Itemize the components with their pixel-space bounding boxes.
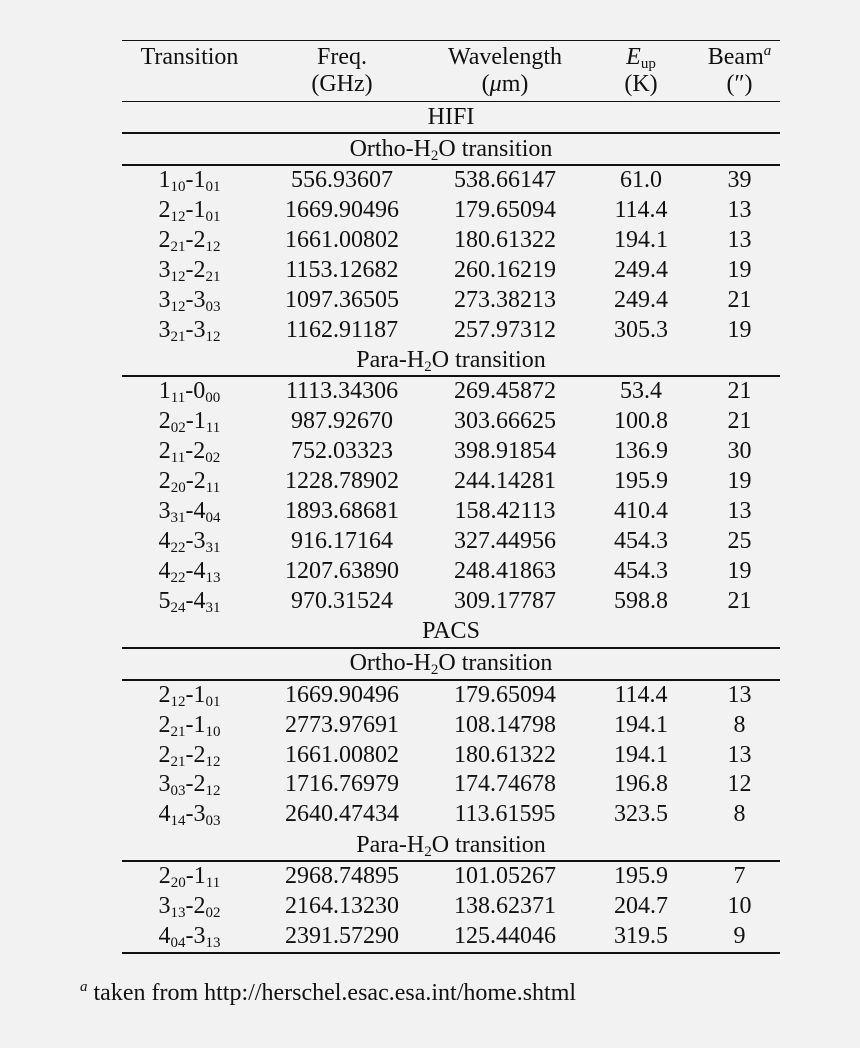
table-row xyxy=(122,527,780,557)
cell-wavelength: 180.61322 xyxy=(454,226,556,253)
cell-eup: 114.4 xyxy=(614,681,668,708)
table-row xyxy=(122,770,780,800)
cell-eup: 194.1 xyxy=(614,741,668,768)
cell-eup: 136.9 xyxy=(614,438,668,465)
cell-frequency: 1661.00802 xyxy=(285,226,399,253)
instrument-section-row xyxy=(122,617,780,648)
cell-frequency: 1113.34306 xyxy=(285,378,399,405)
cell-transition: $4_{22}-3_{31}$ xyxy=(158,527,221,556)
cell-frequency: 2968.74895 xyxy=(285,863,399,890)
cell-eup: 61.0 xyxy=(620,167,662,193)
cell-beam: 13 xyxy=(727,498,752,525)
transition-group-title: Para-$H_2O$ transition xyxy=(122,830,780,861)
table-row xyxy=(122,680,780,711)
cell-wavelength: 257.97312 xyxy=(454,316,556,343)
transition-group-row xyxy=(122,345,780,376)
cell-beam: 19 xyxy=(727,316,752,343)
cell-wavelength: 309.17787 xyxy=(454,587,556,614)
table-row xyxy=(122,800,780,830)
cell-frequency: 970.31524 xyxy=(291,587,393,614)
cell-frequency: 752.03323 xyxy=(291,438,393,465)
cell-transition: $3_{31}-4_{04}$ xyxy=(158,498,221,527)
cell-wavelength: 108.14798 xyxy=(454,711,556,738)
table-row xyxy=(122,467,780,497)
cell-eup: 195.9 xyxy=(614,468,668,495)
header-beam-unit: (″) xyxy=(699,71,780,102)
cell-frequency: 2391.57290 xyxy=(257,922,427,953)
cell-wavelength: 269.45872 xyxy=(454,378,556,405)
header-wavelength: Wavelength xyxy=(427,41,583,72)
cell-frequency: 916.17164 xyxy=(291,527,393,554)
header-eup-symbol: E xyxy=(626,44,641,70)
table-row xyxy=(122,711,780,741)
cell-frequency: 2640.47434 xyxy=(285,801,399,828)
cell-beam: 21 xyxy=(727,378,752,405)
cell-beam: 19 xyxy=(727,468,752,495)
header-transition-unit xyxy=(122,71,257,102)
header-eup xyxy=(583,41,699,72)
water-transitions-table xyxy=(122,40,780,954)
cell-beam: 21 xyxy=(727,286,752,313)
cell-wavelength: 125.44046 xyxy=(427,922,583,953)
header-beam-footnote-marker: a xyxy=(763,43,772,59)
table-row xyxy=(122,497,780,527)
cell-beam: 12 xyxy=(727,771,752,798)
cell-frequency: 1716.76979 xyxy=(285,771,399,798)
cell-beam: 19 xyxy=(727,557,752,584)
cell-transition: $2_{11}-2_{02}$ xyxy=(158,438,221,467)
cell-transition: $5_{24}-4_{31}$ xyxy=(158,587,221,616)
transition-group-row xyxy=(122,830,780,861)
cell-frequency: 2773.97691 xyxy=(285,711,399,738)
cell-eup: 100.8 xyxy=(614,408,668,435)
cell-transition: $1_{11}-0_{00}$ xyxy=(158,378,221,407)
cell-wavelength: 174.74678 xyxy=(454,771,556,798)
cell-wavelength: 158.42113 xyxy=(454,498,556,525)
cell-beam: 25 xyxy=(727,527,752,554)
cell-frequency: 556.93607 xyxy=(291,167,393,193)
cell-wavelength: 179.65094 xyxy=(454,196,556,223)
cell-transition: $1_{10}-1_{01}$ xyxy=(158,167,221,195)
instrument-section-row xyxy=(122,102,780,134)
table-row xyxy=(122,165,780,196)
transition-group-title: Para-$H_2O$ transition xyxy=(122,345,780,376)
table-row xyxy=(122,861,780,892)
water-transitions-table-container xyxy=(122,40,780,954)
cell-eup: 53.4 xyxy=(620,378,662,405)
cell-transition: $3_{12}-2_{21}$ xyxy=(158,256,221,285)
cell-eup: 194.1 xyxy=(614,711,668,738)
cell-frequency: 1669.90496 xyxy=(285,196,399,223)
cell-eup: 305.3 xyxy=(614,316,668,343)
cell-frequency: 987.92670 xyxy=(291,408,393,435)
cell-transition: $2_{12}-1_{01}$ xyxy=(158,681,221,710)
cell-wavelength: 303.66625 xyxy=(454,408,556,435)
header-wavelength-unit: (μm) xyxy=(427,71,583,102)
cell-frequency: 1153.12682 xyxy=(285,256,399,283)
table-body xyxy=(122,102,780,953)
cell-wavelength: 244.14281 xyxy=(454,468,556,495)
cell-beam: 13 xyxy=(727,681,752,708)
cell-beam: 13 xyxy=(727,741,752,768)
cell-transition: $2_{21}-1_{10}$ xyxy=(158,711,221,740)
cell-transition: $2_{20}-1_{11}$ xyxy=(158,863,221,892)
cell-transition: $2_{12}-1_{01}$ xyxy=(158,196,221,225)
header-beam-label: Beam xyxy=(707,44,764,70)
table-row xyxy=(122,922,780,953)
cell-beam: 8 xyxy=(733,801,746,828)
cell-frequency: 1228.78902 xyxy=(285,468,399,495)
cell-transition: $2_{20}-2_{11}$ xyxy=(158,468,221,497)
cell-transition: $3_{13}-2_{02}$ xyxy=(158,893,221,922)
cell-wavelength: 180.61322 xyxy=(454,741,556,768)
table-header xyxy=(122,41,780,102)
cell-eup: 196.8 xyxy=(614,771,668,798)
cell-frequency: 1097.36505 xyxy=(285,286,399,313)
header-eup-unit: (K) xyxy=(583,71,699,102)
cell-eup: 204.7 xyxy=(614,893,668,920)
footnote xyxy=(80,980,576,1007)
table-row xyxy=(122,286,780,316)
cell-eup: 410.4 xyxy=(614,498,668,525)
transition-group-row xyxy=(122,133,780,165)
footnote-text: taken from http://herschel.esac.esa.int/home.shtml xyxy=(93,980,577,1006)
cell-eup: 319.5 xyxy=(583,922,699,953)
cell-beam: 7 xyxy=(733,863,746,890)
transition-group-title: Ortho-$H_2O$ transition xyxy=(122,648,780,680)
cell-transition: $2_{02}-1_{11}$ xyxy=(158,408,221,437)
cell-transition: $4_{22}-4_{13}$ xyxy=(158,557,221,586)
cell-eup: 195.9 xyxy=(614,863,668,890)
cell-transition: $4_{14}-3_{03}$ xyxy=(158,801,221,830)
table-row xyxy=(122,557,780,587)
cell-beam: 13 xyxy=(727,226,752,253)
cell-eup: 598.8 xyxy=(614,587,668,614)
cell-eup: 323.5 xyxy=(614,801,668,828)
header-eup-subscript: up xyxy=(640,56,656,72)
cell-beam: 9 xyxy=(699,922,780,953)
cell-wavelength: 248.41863 xyxy=(454,557,556,584)
header-freq-unit: (GHz) xyxy=(257,71,427,102)
table-row xyxy=(122,376,780,407)
cell-transition: $3_{12}-3_{03}$ xyxy=(158,286,221,315)
cell-frequency: 1162.91187 xyxy=(285,316,399,343)
cell-transition: $4_{04}-3_{13}$ xyxy=(122,922,257,953)
table-row xyxy=(122,407,780,437)
cell-eup: 194.1 xyxy=(614,226,668,253)
header-freq: Freq. xyxy=(257,41,427,72)
cell-transition: $3_{21}-3_{12}$ xyxy=(158,316,221,345)
table-row xyxy=(122,892,780,922)
cell-transition: $2_{21}-2_{12}$ xyxy=(158,226,221,255)
cell-eup: 454.3 xyxy=(614,557,668,584)
table-row xyxy=(122,226,780,256)
header-transition: Transition xyxy=(122,41,257,72)
cell-beam: 30 xyxy=(727,438,752,465)
cell-wavelength: 101.05267 xyxy=(454,863,556,890)
table-row xyxy=(122,256,780,286)
cell-beam: 8 xyxy=(733,711,746,738)
cell-beam: 19 xyxy=(727,256,752,283)
cell-wavelength: 113.61595 xyxy=(454,801,556,828)
cell-eup: 114.4 xyxy=(614,196,668,223)
table-row xyxy=(122,587,780,617)
cell-beam: 13 xyxy=(727,196,752,223)
cell-frequency: 1893.68681 xyxy=(285,498,399,525)
cell-wavelength: 538.66147 xyxy=(454,167,556,193)
table-row xyxy=(122,437,780,467)
cell-frequency: 1669.90496 xyxy=(285,681,399,708)
cell-wavelength: 273.38213 xyxy=(454,286,556,313)
cell-eup: 249.4 xyxy=(614,286,668,313)
transition-group-title: Ortho-$H_2O$ transition xyxy=(122,133,780,165)
header-beam xyxy=(699,41,780,72)
instrument-label: PACS xyxy=(122,617,780,648)
cell-wavelength: 260.16219 xyxy=(454,256,556,283)
table-row xyxy=(122,741,780,771)
cell-wavelength: 398.91854 xyxy=(454,438,556,465)
cell-frequency: 2164.13230 xyxy=(285,893,399,920)
cell-eup: 454.3 xyxy=(614,527,668,554)
cell-wavelength: 138.62371 xyxy=(454,893,556,920)
cell-wavelength: 327.44956 xyxy=(454,527,556,554)
instrument-label: HIFI xyxy=(122,102,780,134)
table-row xyxy=(122,316,780,346)
transition-group-row xyxy=(122,648,780,680)
cell-frequency: 1207.63890 xyxy=(285,557,399,584)
cell-frequency: 1661.00802 xyxy=(285,741,399,768)
cell-beam: 21 xyxy=(727,587,752,614)
cell-transition: $2_{21}-2_{12}$ xyxy=(158,741,221,770)
cell-eup: 249.4 xyxy=(614,256,668,283)
cell-transition: $3_{03}-2_{12}$ xyxy=(158,771,221,800)
cell-beam: 10 xyxy=(727,893,752,920)
cell-beam: 21 xyxy=(727,408,752,435)
table-row xyxy=(122,196,780,226)
cell-wavelength: 179.65094 xyxy=(454,681,556,708)
footnote-marker: a xyxy=(80,979,88,995)
cell-beam: 39 xyxy=(727,167,752,193)
